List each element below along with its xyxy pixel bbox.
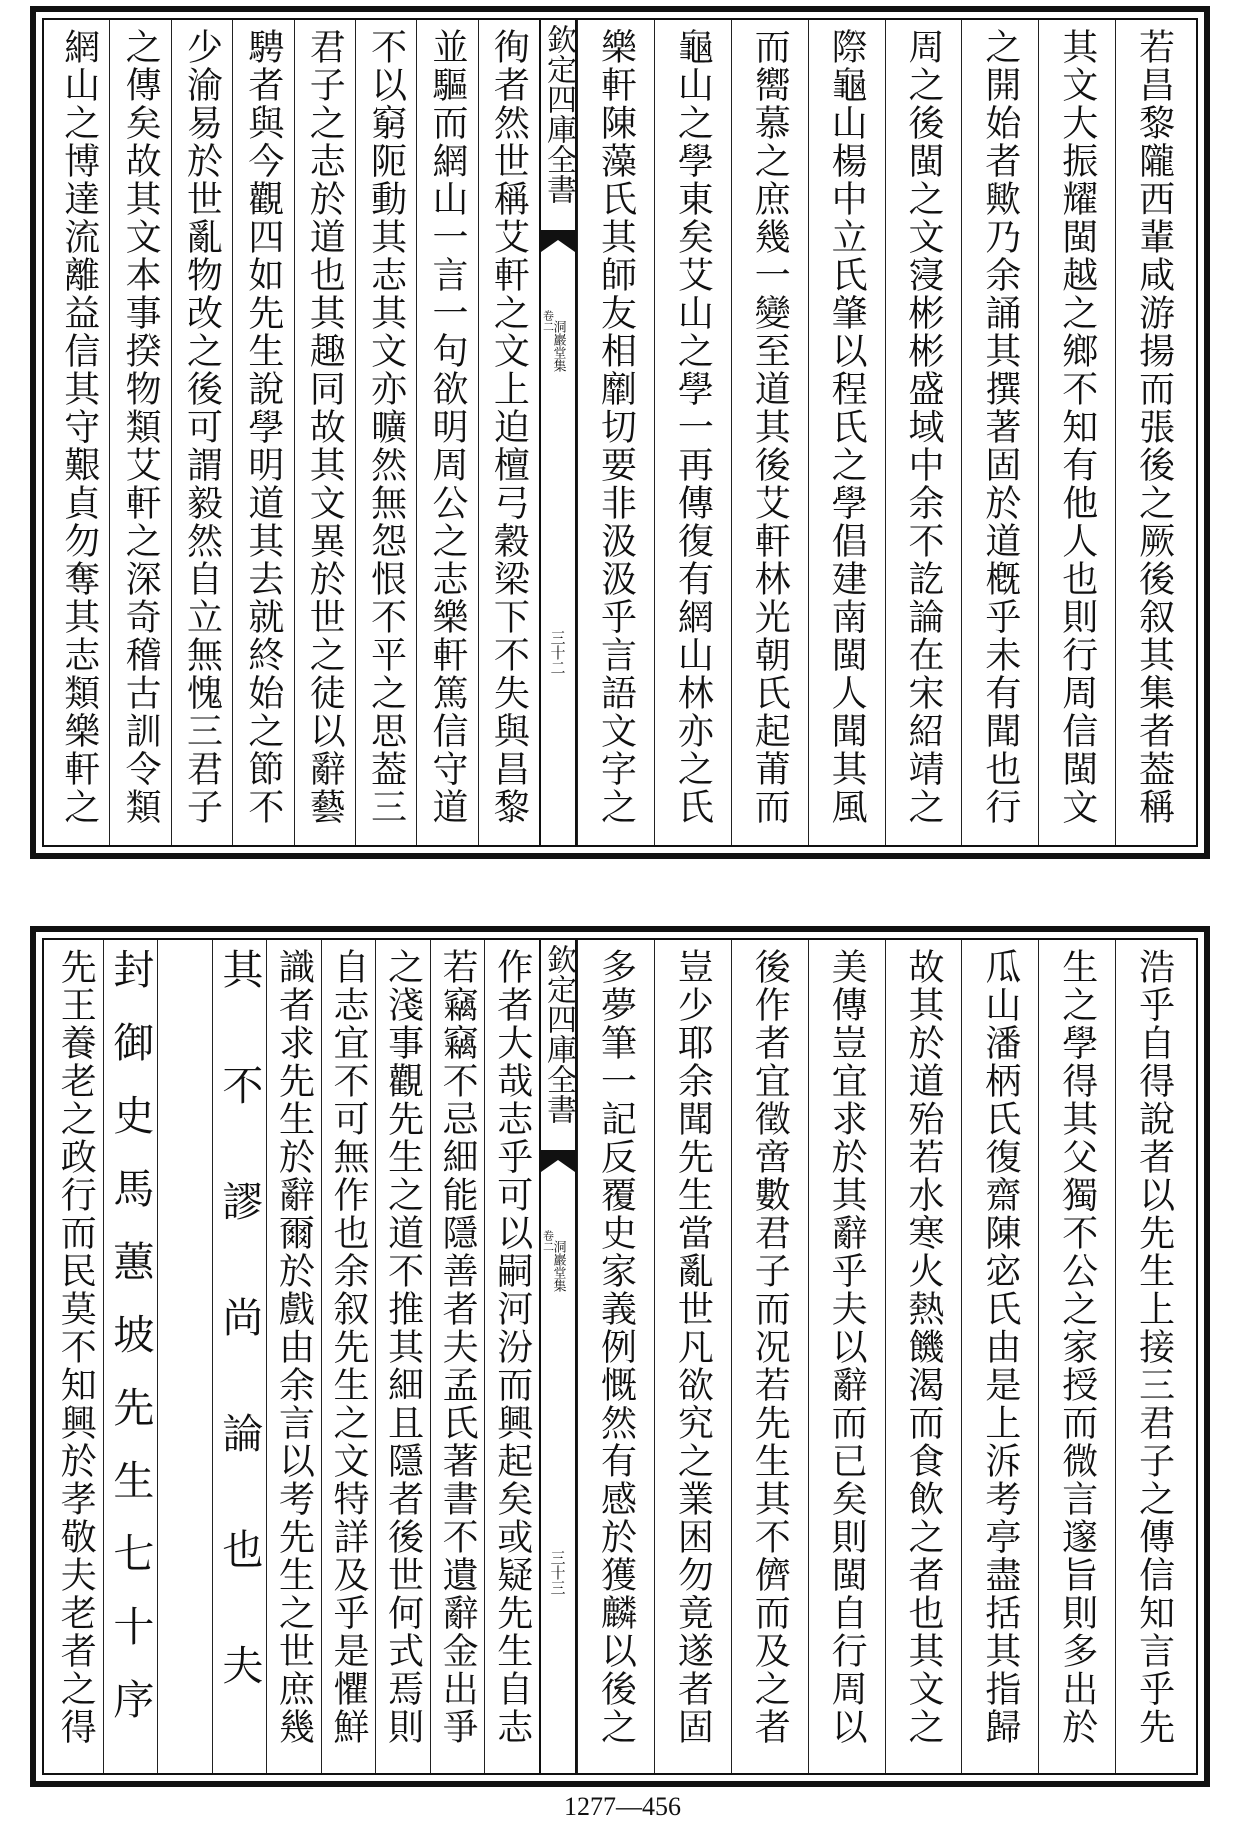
column-rule bbox=[109, 20, 110, 845]
column-rule bbox=[266, 940, 267, 1773]
text-column bbox=[808, 948, 885, 1765]
column-text: 網山之博達流離益信其守艱貞勿奪其志類樂軒之 bbox=[58, 28, 100, 826]
top-strip-volume: 卷二 bbox=[541, 310, 555, 332]
column-text: 後作者宜徵啻數君子而况若先生其不儕而及之者 bbox=[749, 948, 791, 1746]
column-rule bbox=[157, 940, 158, 1773]
column-rule bbox=[416, 20, 417, 845]
bottom-page-frame bbox=[42, 938, 1198, 1775]
column-rule bbox=[577, 20, 578, 845]
column-rule bbox=[654, 20, 655, 845]
column-text: 之淺事觀先生之道不推其細且隱者後世何式焉則 bbox=[382, 948, 424, 1746]
text-column bbox=[961, 948, 1038, 1765]
text-column bbox=[577, 28, 654, 837]
text-column bbox=[1115, 948, 1192, 1765]
column-text: 若昌黎隴西輩咸游揚而張後之厥後叙其集者葢稱 bbox=[1133, 28, 1175, 826]
text-column bbox=[478, 28, 539, 837]
column-text: 少渝易於世亂物改之後可謂毅然自立無愧三君子 bbox=[181, 28, 223, 826]
column-rule bbox=[171, 20, 172, 845]
column-rule bbox=[478, 20, 479, 845]
column-rule bbox=[577, 940, 578, 1773]
column-rule bbox=[212, 940, 213, 1773]
bottom-center-strip bbox=[539, 940, 577, 1773]
column-text: 浩乎自得說者以先生上接三君子之傳信知言乎先 bbox=[1133, 948, 1175, 1746]
column-rule bbox=[1038, 20, 1039, 845]
text-column bbox=[321, 948, 376, 1765]
column-text: 作者大哉志乎可以嗣河汾而興起矣或疑先生自志 bbox=[491, 948, 533, 1746]
column-rule bbox=[961, 20, 962, 845]
text-column bbox=[48, 28, 109, 837]
column-rule bbox=[375, 940, 376, 1773]
text-column bbox=[355, 28, 416, 837]
column-text: 故其於道殆若水寒火熱饑渴而食飲之者也其文之 bbox=[902, 948, 944, 1746]
column-text: 際龜山楊中立氏肇以程氏之學倡建南閩人聞其風 bbox=[826, 28, 868, 826]
column-text: 封御史馬蕙坡先生七十序 bbox=[106, 948, 155, 1751]
column-text: 瓜山潘柄氏復齋陳宓氏由是上泝考亭盡括其指歸 bbox=[979, 948, 1021, 1746]
text-column bbox=[171, 28, 232, 837]
column-rule bbox=[885, 20, 886, 845]
text-column bbox=[961, 28, 1038, 837]
column-text: 並驅而網山一言一句欲明周公之志樂軒篤信守道 bbox=[426, 28, 468, 826]
text-column bbox=[375, 948, 430, 1765]
bottom-strip-page-number: 三十三 bbox=[548, 1550, 567, 1595]
bottom-page bbox=[30, 926, 1210, 1787]
bottom-strip-volume: 卷二 bbox=[541, 1230, 555, 1252]
column-rule bbox=[1115, 940, 1116, 1773]
text-column bbox=[266, 948, 321, 1765]
column-text: 樂軒陳藻氏其師友相劘切要非汲汲乎言語文字之 bbox=[595, 28, 637, 826]
text-column bbox=[48, 948, 103, 1765]
bottom-strip-book: 洞巖堂集 bbox=[550, 1240, 566, 1292]
column-text: 徇者然世稱艾軒之文上迫檀弓穀梁下不失與昌黎 bbox=[488, 28, 530, 826]
fishtail-mark bbox=[541, 1150, 575, 1180]
column-rule bbox=[294, 20, 295, 845]
column-text: 生之學得其父獨不公之家授而微言邃旨則多出於 bbox=[1056, 948, 1098, 1746]
text-column bbox=[157, 948, 212, 1765]
column-text: 君子之志於道也其趣同故其文異於世之徒以辭藝 bbox=[304, 28, 346, 826]
text-column bbox=[885, 28, 962, 837]
text-column bbox=[654, 28, 731, 837]
column-text: 識者求先生於辭爾於戲由余言以考先生之世庶幾 bbox=[273, 948, 315, 1746]
bottom-strip-title: 欽定四庫全書 bbox=[541, 944, 576, 1124]
text-column bbox=[212, 948, 267, 1765]
column-text: 豈少耶余聞先生當亂世凡欲究之業困勿竟遂者固 bbox=[672, 948, 714, 1746]
column-text: 騁者與今觀四如先生說學明道其去就終始之節不 bbox=[242, 28, 284, 826]
column-rule bbox=[355, 20, 356, 845]
text-column bbox=[232, 28, 293, 837]
column-rule bbox=[1038, 940, 1039, 1773]
column-text: 先王養老之政行而民莫不知興於孝敬夫老者之得 bbox=[55, 948, 97, 1746]
text-column bbox=[484, 948, 539, 1765]
column-text: 多夢筆一記反覆史家義例慨然有感於獲麟以後之 bbox=[595, 948, 637, 1746]
top-center-strip bbox=[539, 20, 577, 845]
column-rule bbox=[321, 940, 322, 1773]
page-reference-number: 1277—456 bbox=[564, 1792, 681, 1821]
top-strip-book: 洞巖堂集 bbox=[550, 320, 566, 372]
column-text: 龜山之學東矣艾山之學一再傳復有網山林亦之氏 bbox=[672, 28, 714, 826]
column-text: 其文大振耀閩越之鄉不知有他人也則行周信閩文 bbox=[1056, 28, 1098, 826]
fishtail-mark bbox=[541, 230, 575, 260]
text-column bbox=[294, 28, 355, 837]
text-column bbox=[654, 948, 731, 1765]
column-rule bbox=[1115, 20, 1116, 845]
text-column bbox=[1038, 948, 1115, 1765]
column-rule bbox=[808, 20, 809, 845]
column-text: 之開始者歟乃余誦其撰著固於道槪乎未有聞也行 bbox=[979, 28, 1021, 826]
column-text: 不以窮阨動其志其文亦曠然無怨恨不平之思葢三 bbox=[365, 28, 407, 826]
column-text: 之傳矣故其文本事揆物類艾軒之深奇稽古訓令類 bbox=[120, 28, 162, 826]
column-text: 若竊竊不忌細能隱善者夫孟氏著書不遺辭金出爭 bbox=[437, 948, 479, 1746]
top-strip-page-number: 三十二 bbox=[548, 630, 567, 675]
text-column bbox=[731, 28, 808, 837]
text-column bbox=[731, 948, 808, 1765]
text-column bbox=[430, 948, 485, 1765]
text-column bbox=[1038, 28, 1115, 837]
column-rule bbox=[654, 940, 655, 1773]
column-rule bbox=[885, 940, 886, 1773]
text-column bbox=[103, 948, 158, 1765]
column-rule bbox=[731, 20, 732, 845]
text-column bbox=[577, 948, 654, 1765]
top-page bbox=[30, 6, 1210, 859]
text-column bbox=[808, 28, 885, 837]
column-rule bbox=[232, 20, 233, 845]
text-column bbox=[416, 28, 477, 837]
text-column bbox=[1115, 28, 1192, 837]
top-strip-title: 欽定四庫全書 bbox=[541, 24, 576, 204]
text-column bbox=[885, 948, 962, 1765]
text-column bbox=[109, 28, 170, 837]
column-rule bbox=[808, 940, 809, 1773]
column-rule bbox=[961, 940, 962, 1773]
column-text: 自志宜不可無作也余叙先生之文特詳及乎是懼鮮 bbox=[328, 948, 370, 1746]
column-text: 其不謬尚論也夫 bbox=[215, 948, 264, 1760]
column-rule bbox=[103, 940, 104, 1773]
column-rule bbox=[484, 940, 485, 1773]
column-text: 周之後閩之文寖彬彬盛域中余不訖論在宋紹靖之 bbox=[902, 28, 944, 826]
column-text: 而嚮慕之庶幾一變至道其後艾軒林光朝氏起莆而 bbox=[749, 28, 791, 826]
column-rule bbox=[430, 940, 431, 1773]
column-text: 美傳豈宜求於其辭乎夫以辭而已矣則閩自行周以 bbox=[826, 948, 868, 1746]
top-page-frame bbox=[42, 18, 1198, 847]
column-rule bbox=[731, 940, 732, 1773]
